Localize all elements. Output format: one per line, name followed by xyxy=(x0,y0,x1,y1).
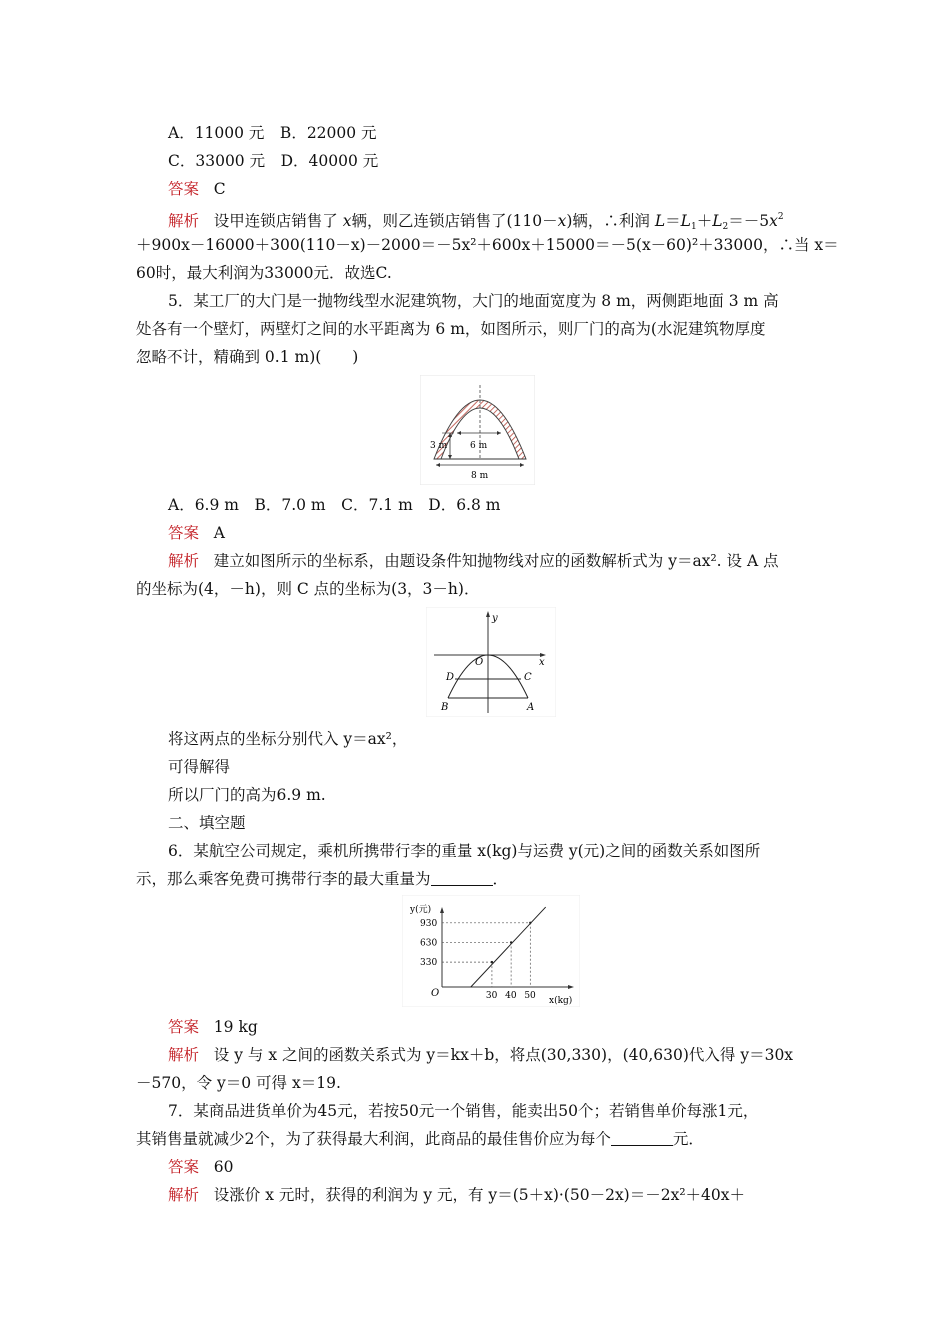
stem-text: 其销售量就减少2个，为了获得最大利润，此商品的最佳售价应为每个 xyxy=(136,1130,611,1148)
answer-value: 19 kg xyxy=(213,1018,258,1036)
q5-after-line2: 可得解得 xyxy=(168,758,231,776)
q5-stem-line1: 5．某工厂的大门是一抛物线型水泥建筑物，大门的地面宽度为 8 m，两侧距地面 3 m 高 xyxy=(168,292,779,310)
analysis-label: 解析 xyxy=(168,1186,200,1204)
q6-analysis-line2: －570，令 y＝0 可得 x＝19. xyxy=(136,1074,341,1092)
q5-stem-line3: 忽略不计，精确到 0.1 m)( ) xyxy=(136,348,359,366)
answer-blank xyxy=(611,1131,673,1146)
answer-label: 答案 xyxy=(168,180,200,198)
analysis-label: 解析 xyxy=(168,1046,200,1064)
answer-value: 60 xyxy=(213,1158,234,1176)
q5-answer xyxy=(168,522,225,544)
x-tick-label: 40 xyxy=(505,991,517,1001)
data-point-0 xyxy=(491,961,493,963)
label-8m: 8 m xyxy=(471,471,489,481)
answer-value: C xyxy=(213,180,226,198)
y-tick-label: 630 xyxy=(420,938,438,949)
q6-answer xyxy=(168,1016,258,1038)
label-y: y xyxy=(492,613,498,624)
q7-answer xyxy=(168,1156,234,1178)
arch-gate-figure xyxy=(420,375,535,485)
analysis-text: 建立如图所示的坐标系，由题设条件知抛物线对应的函数解析式为 y＝ax². 设 A 点 xyxy=(213,552,779,570)
q4-analysis-line3: 60时，最大利润为33000元．故选C. xyxy=(136,264,392,282)
y-tick-label: 330 xyxy=(420,958,438,969)
q4-analysis-line1: 解析 设甲连锁店销售了 x辆，则乙连锁店销售了(110－x)辆，∴利润 $L=L_1+L_2=-5x^2$ xyxy=(168,212,784,232)
analysis-label: 解析 xyxy=(168,552,200,570)
q4-analysis-line2: ＋900x－16000＋300(110－x)－2000＝－5x²＋600x＋15000＝－5(x－60)²＋33000，∴当 x＝ xyxy=(136,236,839,254)
analysis-text: 设 y 与 x 之间的函数关系式为 y＝kx＋b，将点(30,330)，(40,630)代入得 y＝30x xyxy=(213,1046,794,1064)
x-axis-label: x(kg) xyxy=(549,996,573,1006)
q7-analysis-line1 xyxy=(168,1184,745,1206)
stem-text: 示，那么乘客免费可携带行李的最大重量为 xyxy=(136,870,431,888)
q4-options-ab: A．11000 元 B．22000 元 xyxy=(168,124,377,142)
q5-options: A．6.9 m B．7.0 m C．7.1 m D．6.8 m xyxy=(168,496,501,514)
x-tick-label: 50 xyxy=(524,991,536,1001)
data-point-2 xyxy=(529,922,531,924)
label-c: C xyxy=(524,672,532,683)
q6-stem-line1: 6．某航空公司规定，乘机所携带行李的重量 x(kg)与运费 y(元)之间的函数关系如图所 xyxy=(168,842,761,860)
analysis-text: )辆，∴利润 xyxy=(566,212,655,230)
analysis-text: 设涨价 x 元时，获得的利润为 y 元，有 y＝(5＋x)·(50－2x)＝－2x²＋40x＋ xyxy=(213,1186,746,1204)
data-point-1 xyxy=(510,941,512,943)
stem-text: 元． xyxy=(672,1130,704,1148)
q5-analysis-line1 xyxy=(168,550,779,572)
luggage-fee-chart xyxy=(402,895,580,1007)
q5-after-line1: 将这两点的坐标分别代入 y＝ax²， xyxy=(168,730,408,748)
q5-analysis-line2: 的坐标为(4，－h)，则 C 点的坐标为(3，3－h)． xyxy=(136,580,480,598)
answer-label: 答案 xyxy=(168,524,200,542)
origin-label: O xyxy=(431,988,440,999)
analysis-text: 设甲连锁店销售了 xyxy=(213,212,343,230)
figure-frame xyxy=(426,607,556,717)
x-tick-label: 30 xyxy=(485,991,498,1001)
answer-value: A xyxy=(213,524,225,542)
answer-blank xyxy=(431,871,493,886)
analysis-label: 解析 xyxy=(168,212,200,230)
answer-label: 答案 xyxy=(168,1018,200,1036)
label-a: A xyxy=(527,702,535,713)
q4-options-cd: C．33000 元 D．40000 元 xyxy=(168,152,379,170)
stem-text: ． xyxy=(492,870,509,888)
q4-answer xyxy=(168,178,226,200)
label-d: D xyxy=(446,672,455,683)
q7-stem-line2 xyxy=(136,1128,704,1150)
analysis-text: ＝－5 xyxy=(728,212,770,230)
y-tick-label: 930 xyxy=(420,918,438,929)
label-6m: 6 m xyxy=(470,441,488,451)
section-title: 二、填空题 xyxy=(168,814,246,832)
label-o: O xyxy=(475,657,484,668)
label-b: B xyxy=(441,702,449,713)
analysis-text: 辆，则乙连锁店销售了(110－ xyxy=(351,212,558,230)
q7-stem-line1: 7．某商品进货单价为45元，若按50元一个销售，能卖出50个；若销售单价每涨1元， xyxy=(168,1102,759,1120)
q6-analysis-line1 xyxy=(168,1044,793,1066)
q6-stem-line2 xyxy=(136,868,508,890)
q5-after-line3: 所以厂门的高为6.9 m. xyxy=(168,786,326,804)
figure-frame xyxy=(420,375,535,485)
q5-stem-line2: 处各有一个壁灯，两壁灯之间的水平距离为 6 m，如图所示，则厂门的高为(水泥建筑物厚度 xyxy=(136,320,766,338)
coordinate-parabola-figure xyxy=(426,607,556,717)
label-3m: 3 m xyxy=(430,441,448,451)
y-axis-label: y(元) xyxy=(410,905,432,915)
answer-label: 答案 xyxy=(168,1158,200,1176)
label-x: x xyxy=(539,657,545,668)
